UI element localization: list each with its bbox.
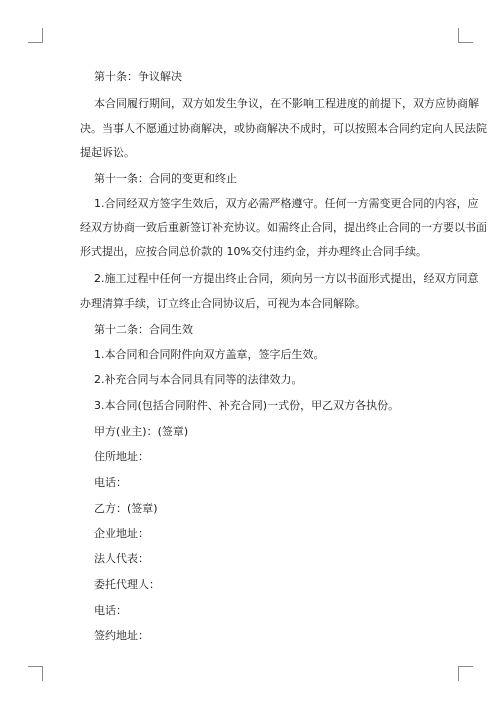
legal-rep-label: 法人代表： — [94, 552, 149, 565]
phone-field-label: 电话： — [94, 476, 127, 489]
paragraph-line: 提起诉讼。 — [80, 146, 135, 159]
party-a-label: 甲方(业主)：(签章) — [94, 425, 189, 438]
address-field-label: 住所地址： — [94, 450, 149, 463]
paragraph-line: 本合同履行期间，双方如发生争议，在不影响工程进度的前提下，双方应协商解 — [94, 97, 479, 110]
paragraph-line: 2.施工过程中任何一方提出终止合同，须向另一方以书面形式提出，经双方同意 — [94, 272, 479, 285]
heading-article-11: 第十一条：合同的变更和终止 — [94, 172, 237, 185]
heading-article-10: 第十条：争议解决 — [94, 70, 182, 83]
crop-mark-top-right — [458, 28, 473, 43]
paragraph-line: 1.合同经双方签字生效后，双方必需严格遵守。任何一方需变更合同的内容，应 — [94, 197, 479, 210]
paragraph-line: 决。当事人不愿通过协商解决，或协商解决不成时，可以按照本合同约定向人民法院 — [80, 122, 487, 135]
paragraph-line: 形式提出，应按合同总价款的 10%交付违约金，并办理终止合同手续。 — [80, 245, 427, 258]
list-item: 3.本合同(包括合同附件、补充合同)一式份，甲乙双方各执份。 — [94, 399, 400, 412]
list-item: 2.补充合同与本合同具有同等的法律效力。 — [94, 373, 303, 386]
party-b-label: 乙方：(签章) — [94, 502, 158, 515]
paragraph-line: 经双方协商一致后重新签订补充协议。如需终止合同，提出终止合同的一方要以书面 — [80, 221, 487, 234]
paragraph-line: 办理清算手续，订立终止合同协议后，可视为本合同解除。 — [80, 297, 366, 310]
crop-mark-top-left — [28, 28, 43, 43]
phone-field-label: 电话： — [94, 604, 127, 617]
list-item: 1.本合同和合同附件向双方盖章，签字后生效。 — [94, 348, 325, 361]
heading-article-12: 第十二条：合同生效 — [94, 323, 193, 336]
crop-mark-bottom-right — [458, 666, 473, 681]
signing-address-label: 签约地址： — [94, 629, 149, 642]
crop-mark-bottom-left — [28, 666, 43, 681]
company-address-label: 企业地址： — [94, 527, 149, 540]
agent-label: 委托代理人： — [94, 578, 160, 591]
